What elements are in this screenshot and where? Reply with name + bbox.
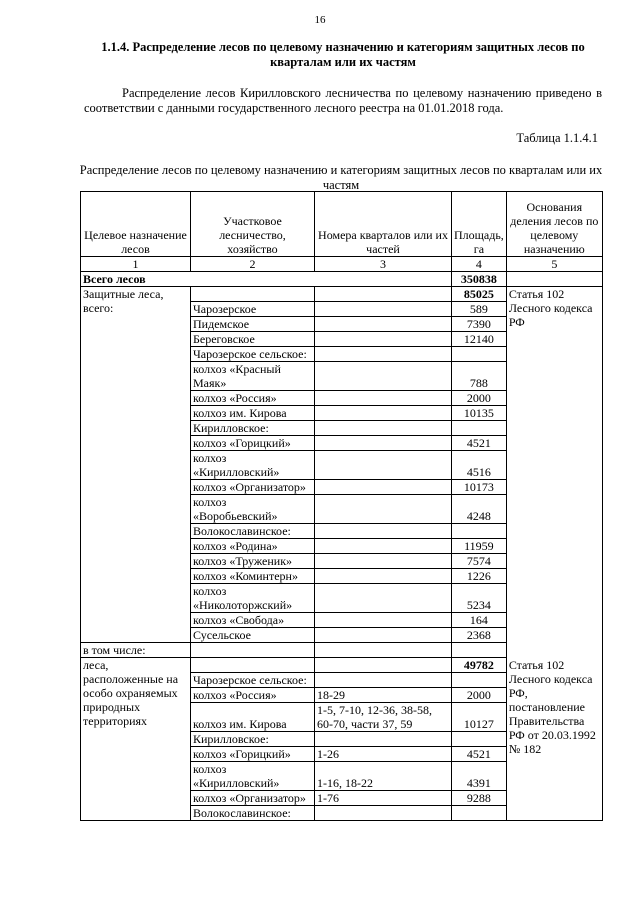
basis-cell: Статья 102 Лесного кодекса РФ — [506, 287, 602, 658]
quarters-cell: 1-76 — [315, 791, 452, 806]
unit-cell: Чарозерское — [191, 302, 315, 317]
section-title: 1.1.4. Распределение лесов по целевому назначению и категориям защитных лесов по кварталам или их частям — [101, 40, 585, 69]
area-cell — [452, 732, 507, 747]
quarters-cell — [315, 302, 452, 317]
area-cell: 4248 — [452, 495, 507, 524]
area-cell: 11959 — [452, 539, 507, 554]
unit-cell — [191, 643, 315, 658]
column-number: 4 — [452, 257, 507, 272]
area-cell: 12140 — [452, 332, 507, 347]
area-cell: 7574 — [452, 554, 507, 569]
area-cell: 7390 — [452, 317, 507, 332]
unit-cell: колхоз «Организатор» — [191, 791, 315, 806]
quarters-cell — [315, 806, 452, 821]
area-cell: 4521 — [452, 747, 507, 762]
purpose-cell: леса, расположенные на особо охраняемых природных территориях — [81, 658, 191, 821]
unit-cell: Сусельское — [191, 628, 315, 643]
quarters-cell: 1-26 — [315, 747, 452, 762]
area-cell: 2000 — [452, 688, 507, 703]
quarters-cell — [315, 406, 452, 421]
area-cell: 4521 — [452, 436, 507, 451]
quarters-cell — [315, 569, 452, 584]
forest-distribution-table — [80, 191, 603, 821]
unit-cell — [191, 287, 315, 302]
area-cell: 2000 — [452, 391, 507, 406]
table-row — [81, 658, 603, 673]
area-cell: 10173 — [452, 480, 507, 495]
quarters-cell — [315, 584, 452, 613]
total-area: 350838 — [452, 272, 507, 287]
header-basis: Основания деления лесов по целевому назначению — [506, 192, 602, 257]
quarters-cell — [315, 613, 452, 628]
table-header-row — [81, 192, 603, 257]
column-number: 3 — [315, 257, 452, 272]
unit-cell: колхоз им. Кирова — [191, 703, 315, 732]
header-purpose: Целевое назначение лесов — [81, 192, 191, 257]
quarters-cell — [315, 628, 452, 643]
quarters-cell — [315, 524, 452, 539]
column-number: 2 — [191, 257, 315, 272]
area-cell — [452, 673, 507, 688]
unit-cell: Береговское — [191, 332, 315, 347]
unit-cell: Пидемское — [191, 317, 315, 332]
quarters-cell — [315, 347, 452, 362]
page-number: 16 — [314, 14, 326, 26]
unit-cell: колхоз «Россия» — [191, 688, 315, 703]
unit-cell: колхоз «Организатор» — [191, 480, 315, 495]
area-cell — [452, 643, 507, 658]
area-cell: 9288 — [452, 791, 507, 806]
quarters-cell — [315, 287, 452, 302]
unit-cell: колхоз «Труженик» — [191, 554, 315, 569]
area-cell — [452, 524, 507, 539]
quarters-cell: 1-16, 18-22 — [315, 762, 452, 791]
column-number: 5 — [506, 257, 602, 272]
quarters-cell: 1-5, 7-10, 12-36, 38-58, 60-70, части 37, 59 — [315, 703, 452, 732]
unit-cell — [191, 658, 315, 673]
unit-cell: колхоз «Красный Маяк» — [191, 362, 315, 391]
quarters-cell — [315, 673, 452, 688]
area-cell — [452, 347, 507, 362]
quarters-cell — [315, 451, 452, 480]
quarters-cell — [315, 480, 452, 495]
area-cell: 49782 — [452, 658, 507, 673]
table-caption: Распределение лесов по целевому назначению и категориям защитных лесов по кварталам или их частям — [79, 163, 603, 192]
intro-paragraph: Распределение лесов Кирилловского лесничества по целевому назначению приведено в соответствии с данными государственного лесного реестра на 01.01.2018 года. — [84, 86, 602, 115]
quarters-cell — [315, 332, 452, 347]
unit-cell: колхоз «Кирилловский» — [191, 762, 315, 791]
unit-cell: Чарозерское сельское: — [191, 347, 315, 362]
area-cell — [452, 421, 507, 436]
area-cell: 589 — [452, 302, 507, 317]
basis-cell: Статья 102 Лесного кодекса РФ, постановление Правительства РФ от 20.03.1992 № 182 — [506, 658, 602, 821]
quarters-cell — [315, 495, 452, 524]
purpose-cell: в том числе: — [81, 643, 191, 658]
unit-cell: колхоз «Горицкий» — [191, 747, 315, 762]
unit-cell: колхоз им. Кирова — [191, 406, 315, 421]
purpose-cell: Защитные леса, всего: — [81, 287, 191, 643]
quarters-cell — [315, 539, 452, 554]
quarters-cell — [315, 554, 452, 569]
area-cell: 5234 — [452, 584, 507, 613]
total-label: Всего лесов — [81, 272, 452, 287]
unit-cell: колхоз «Россия» — [191, 391, 315, 406]
unit-cell: колхоз «Воробьевский» — [191, 495, 315, 524]
area-cell — [452, 806, 507, 821]
unit-cell: Волокославинское: — [191, 524, 315, 539]
area-cell: 164 — [452, 613, 507, 628]
total-row — [81, 272, 603, 287]
quarters-cell — [315, 658, 452, 673]
area-cell: 10127 — [452, 703, 507, 732]
unit-cell: Волокославинское: — [191, 806, 315, 821]
unit-cell: колхоз «Кирилловский» — [191, 451, 315, 480]
column-number: 1 — [81, 257, 191, 272]
quarters-cell — [315, 317, 452, 332]
area-cell: 1226 — [452, 569, 507, 584]
unit-cell: колхоз «Свобода» — [191, 613, 315, 628]
unit-cell: Чарозерское сельское: — [191, 673, 315, 688]
quarters-cell — [315, 732, 452, 747]
area-cell: 788 — [452, 362, 507, 391]
area-cell: 10135 — [452, 406, 507, 421]
area-cell: 2368 — [452, 628, 507, 643]
area-cell: 4516 — [452, 451, 507, 480]
header-unit: Участковое лесничество, хозяйство — [191, 192, 315, 257]
table-row — [81, 287, 603, 302]
unit-cell: колхоз «Горицкий» — [191, 436, 315, 451]
unit-cell: Кирилловское: — [191, 421, 315, 436]
unit-cell: Кирилловское: — [191, 732, 315, 747]
column-number-row — [81, 257, 603, 272]
area-cell: 85025 — [452, 287, 507, 302]
unit-cell: колхоз «Николоторжский» — [191, 584, 315, 613]
unit-cell: колхоз «Родина» — [191, 539, 315, 554]
quarters-cell — [315, 362, 452, 391]
unit-cell: колхоз «Коминтерн» — [191, 569, 315, 584]
quarters-cell — [315, 643, 452, 658]
table-number: Таблица 1.1.4.1 — [516, 131, 598, 145]
header-quarters: Номера кварталов или их частей — [315, 192, 452, 257]
quarters-cell — [315, 436, 452, 451]
quarters-cell — [315, 421, 452, 436]
header-area: Площадь, га — [452, 192, 507, 257]
quarters-cell — [315, 391, 452, 406]
quarters-cell: 18-29 — [315, 688, 452, 703]
area-cell: 4391 — [452, 762, 507, 791]
